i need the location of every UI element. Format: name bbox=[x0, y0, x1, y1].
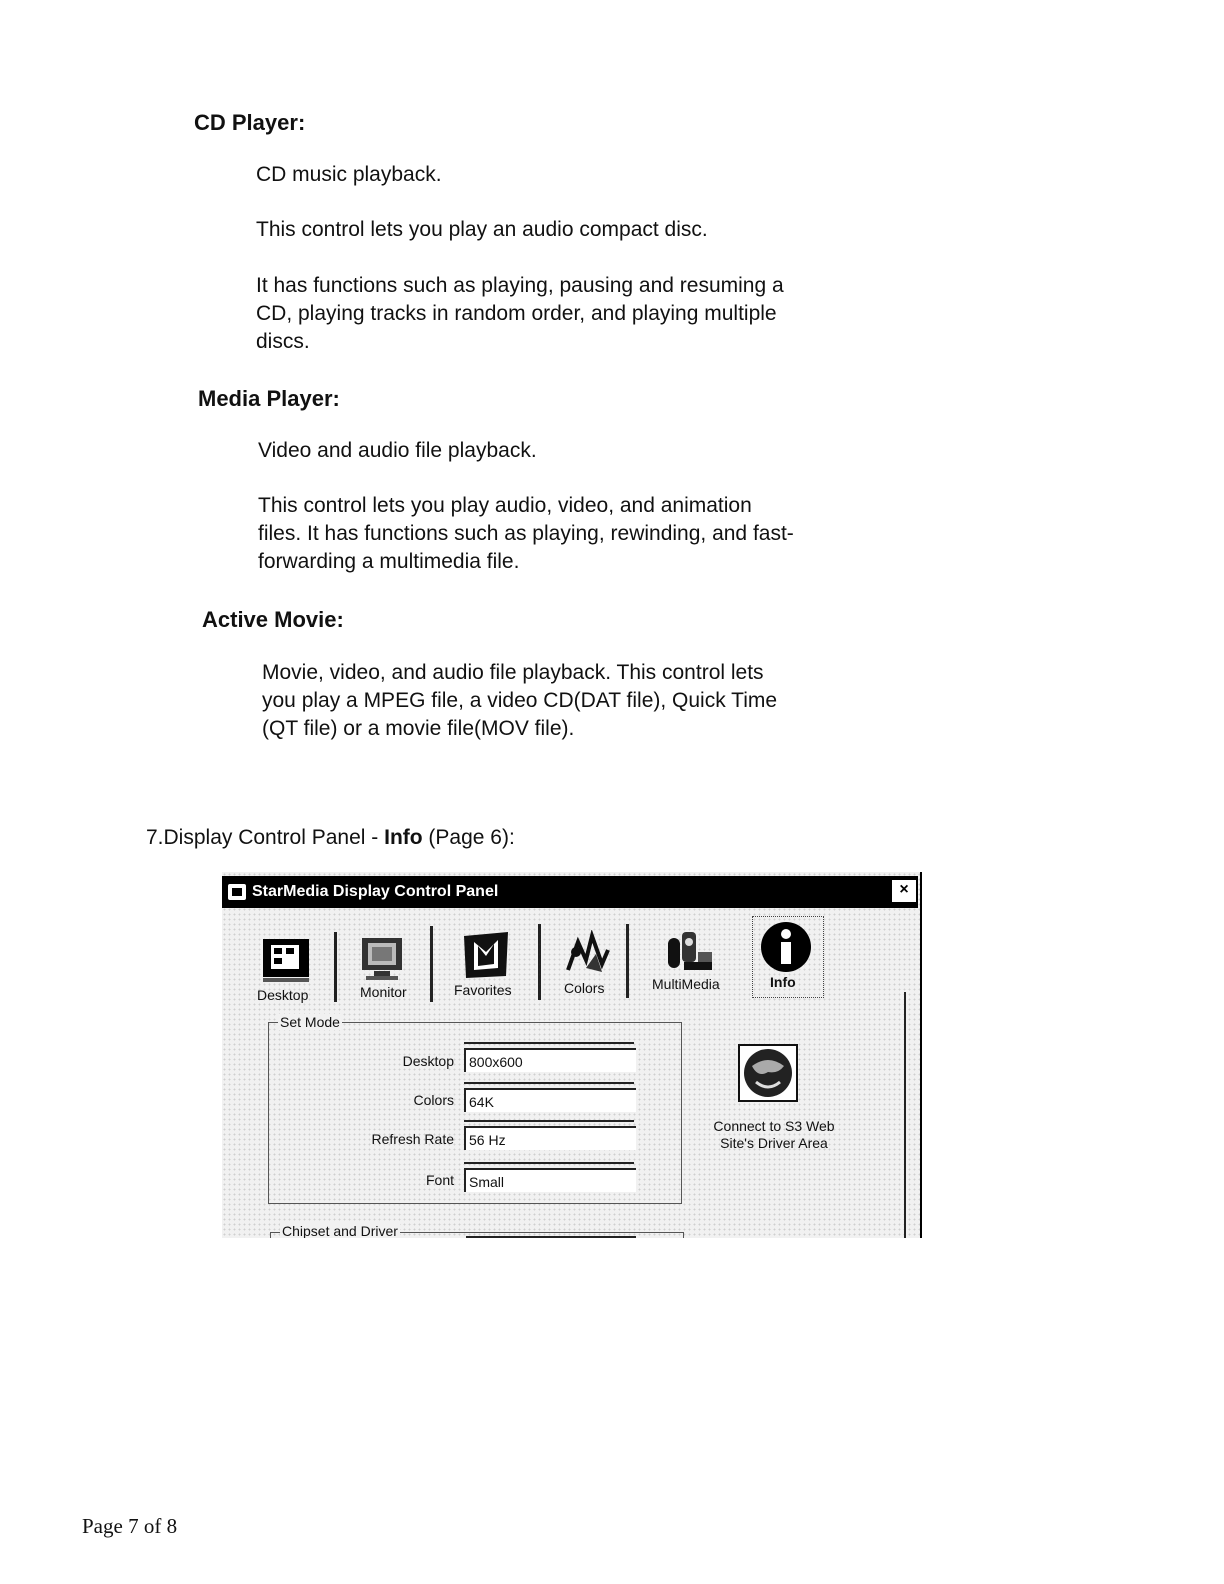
tab-favorites[interactable]: Favorites bbox=[454, 982, 512, 998]
connect-line: Site's Driver Area bbox=[720, 1135, 828, 1151]
tab-separator bbox=[334, 932, 337, 1002]
desktop-field-label: Desktop bbox=[402, 1053, 454, 1069]
s3-web-icon[interactable] bbox=[738, 1044, 798, 1102]
media-player-paragraph-1 bbox=[258, 437, 537, 465]
field-separator bbox=[464, 1162, 634, 1164]
dialog-titlebar bbox=[222, 876, 918, 908]
window-edge bbox=[920, 872, 922, 1238]
step-bold: Info bbox=[384, 826, 423, 849]
active-movie-paragraph bbox=[262, 659, 777, 743]
tab-separator bbox=[626, 924, 629, 998]
media-player-heading: Media Player: bbox=[198, 386, 340, 411]
info-icon bbox=[756, 920, 816, 974]
app-icon bbox=[228, 884, 246, 900]
window-edge-inner bbox=[904, 992, 906, 1238]
dialog-title: StarMedia Display Control Panel bbox=[252, 883, 499, 900]
paragraph-line: It has functions such as playing, pausing and resuming a bbox=[256, 274, 784, 297]
paragraph-line: you play a MPEG file, a video CD(DAT file), Quick Time bbox=[262, 689, 778, 712]
paragraph-line: This control lets you play an audio compact disc. bbox=[256, 218, 708, 241]
step-prefix: 7.Display Control Panel - bbox=[146, 826, 385, 849]
paragraph-line: Movie, video, and audio file playback. This control lets bbox=[262, 661, 764, 684]
tab-separator bbox=[430, 926, 433, 1002]
paragraph-line: discs. bbox=[256, 330, 310, 353]
tab-separator bbox=[538, 924, 541, 1000]
close-button[interactable]: × bbox=[890, 878, 918, 904]
page-number: Page 7 of 8 bbox=[82, 1514, 178, 1538]
paragraph-line: CD, playing tracks in random order, and playing multiple bbox=[256, 302, 777, 325]
paragraph-line: files. It has functions such as playing, rewinding, and fast- bbox=[258, 522, 794, 545]
cd-player-paragraph-2 bbox=[256, 216, 708, 244]
display-control-panel-screenshot bbox=[222, 872, 922, 1238]
step-heading bbox=[146, 826, 515, 850]
refresh-rate-field[interactable]: 56 Hz bbox=[464, 1126, 636, 1150]
favorites-folder-icon bbox=[460, 930, 512, 980]
paragraph-line: Video and audio file playback. bbox=[258, 439, 537, 462]
multimedia-icon bbox=[664, 928, 718, 974]
tab-desktop[interactable]: Desktop bbox=[257, 987, 309, 1003]
field-separator bbox=[464, 1120, 634, 1122]
font-field[interactable]: Small bbox=[464, 1168, 636, 1192]
field-separator bbox=[466, 1236, 636, 1238]
colors-field[interactable]: 64K bbox=[464, 1088, 636, 1112]
paragraph-line: CD music playback. bbox=[256, 163, 442, 186]
step-suffix: (Page 6): bbox=[422, 826, 515, 849]
paragraph-line: This control lets you play audio, video, and animation bbox=[258, 494, 752, 517]
tab-info[interactable]: Info bbox=[770, 974, 796, 990]
colors-field-label: Colors bbox=[413, 1092, 454, 1108]
chipset-driver-label: Chipset and Driver bbox=[282, 1223, 398, 1238]
field-separator bbox=[464, 1042, 634, 1044]
colors-palette-icon bbox=[562, 930, 612, 978]
font-field-label: Font bbox=[425, 1172, 454, 1188]
tab-colors[interactable]: Colors bbox=[564, 980, 605, 996]
desktop-icon bbox=[262, 938, 310, 984]
paragraph-line: forwarding a multimedia file. bbox=[258, 550, 520, 573]
set-mode-label: Set Mode bbox=[280, 1014, 340, 1030]
desktop-resolution-field[interactable]: 800x600 bbox=[464, 1048, 636, 1072]
tab-monitor[interactable]: Monitor bbox=[360, 984, 407, 1000]
connect-s3-link[interactable] bbox=[704, 1118, 844, 1152]
monitor-icon bbox=[360, 936, 404, 982]
cd-player-paragraph-3 bbox=[256, 272, 784, 356]
refresh-rate-field-label: Refresh Rate bbox=[371, 1131, 454, 1147]
active-movie-heading: Active Movie: bbox=[202, 607, 344, 632]
cd-player-paragraph-1 bbox=[256, 161, 442, 189]
media-player-paragraph-2 bbox=[258, 492, 794, 576]
paragraph-line: (QT file) or a movie file(MOV file). bbox=[262, 717, 575, 740]
field-separator bbox=[464, 1082, 634, 1084]
cd-player-heading: CD Player: bbox=[194, 110, 306, 135]
tab-multimedia[interactable]: MultiMedia bbox=[652, 976, 720, 992]
connect-line: Connect to S3 Web bbox=[713, 1118, 835, 1134]
